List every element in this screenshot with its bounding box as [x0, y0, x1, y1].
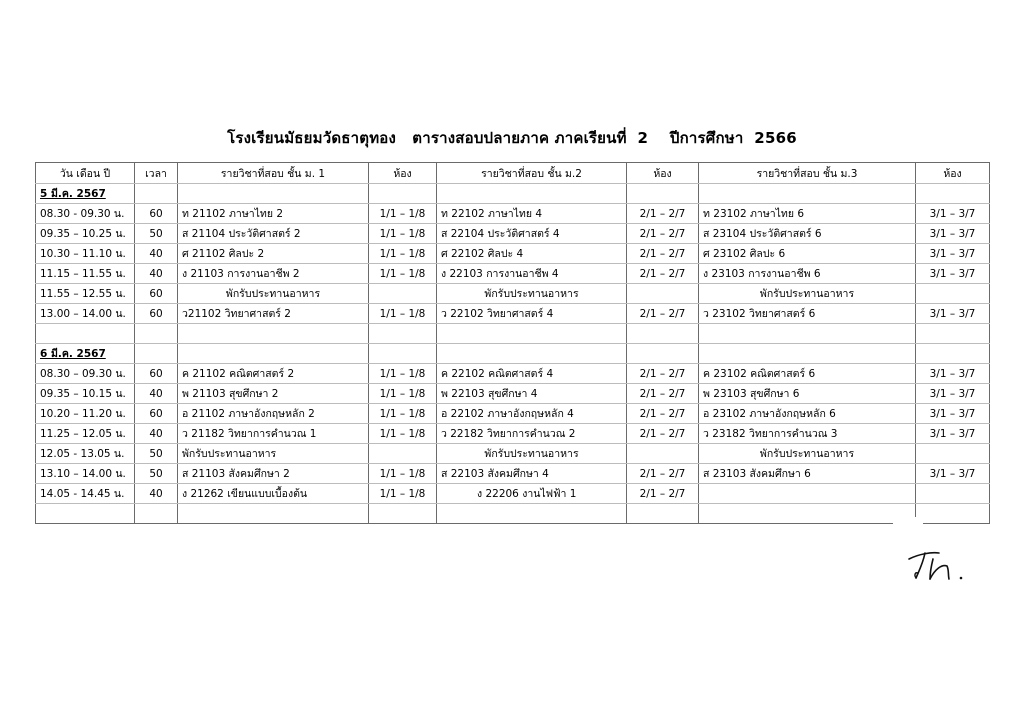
minutes-cell: 50 [135, 464, 178, 484]
minutes-cell: 60 [135, 284, 178, 304]
m2-subject: ส 22103 สังคมศึกษา 4 [437, 464, 627, 484]
room1-cell: 1/1 – 1/8 [369, 304, 437, 324]
room1-cell: 1/1 – 1/8 [369, 204, 437, 224]
header-room3: ห้อง [916, 163, 990, 184]
minutes-cell: 60 [135, 364, 178, 384]
lunch-label-m3: พักรับประทานอาหาร [699, 444, 916, 464]
room2-cell: 2/1 – 2/7 [627, 264, 699, 284]
m3-subject: ท 23102 ภาษาไทย 6 [699, 204, 916, 224]
table-row [36, 464, 990, 484]
room2-cell: 2/1 – 2/7 [627, 384, 699, 404]
room1-cell: 1/1 – 1/8 [369, 224, 437, 244]
minutes-cell: 60 [135, 204, 178, 224]
m3-subject: ว 23182 วิทยาการคำนวณ 3 [699, 424, 916, 444]
room3-cell: 3/1 – 3/7 [916, 424, 990, 444]
m2-subject: พ 22103 สุขศึกษา 4 [437, 384, 627, 404]
room3-cell: 3/1 – 3/7 [916, 364, 990, 384]
m1-subject: ง 21262 เขียนแบบเบื้องต้น [178, 484, 369, 504]
header-row [36, 163, 990, 184]
room2-cell: 2/1 – 2/7 [627, 364, 699, 384]
room1-cell: 1/1 – 1/8 [369, 364, 437, 384]
minutes-cell: 50 [135, 224, 178, 244]
room2-cell: 2/1 – 2/7 [627, 404, 699, 424]
header-m1: รายวิชาที่สอบ ชั้น ม. 1 [178, 163, 369, 184]
room3-cell: 3/1 – 3/7 [916, 264, 990, 284]
room2-cell: 2/1 – 2/7 [627, 424, 699, 444]
lunch-row [36, 284, 990, 304]
room2-cell: 2/1 – 2/7 [627, 244, 699, 264]
minutes-cell: 60 [135, 404, 178, 424]
time-cell: 09.35 – 10.15 น. [36, 384, 135, 404]
time-cell: 13.00 – 14.00 น. [36, 304, 135, 324]
m1-subject: อ 21102 ภาษาอังกฤษหลัก 2 [178, 404, 369, 424]
day-row [36, 184, 990, 204]
m1-subject: ว21102 วิทยาศาสตร์ 2 [178, 304, 369, 324]
room1-cell: 1/1 – 1/8 [369, 244, 437, 264]
header-room1: ห้อง [369, 163, 437, 184]
m2-subject: ว 22102 วิทยาศาสตร์ 4 [437, 304, 627, 324]
time-cell: 11.15 – 11.55 น. [36, 264, 135, 284]
m1-subject: ค 21102 คณิตศาสตร์ 2 [178, 364, 369, 384]
time-cell: 08.30 - 09.30 น. [36, 204, 135, 224]
minutes-cell: 40 [135, 244, 178, 264]
room1-cell: 1/1 – 1/8 [369, 484, 437, 504]
empty-row [36, 504, 990, 524]
room3-cell: 3/1 – 3/7 [916, 464, 990, 484]
minutes-cell: 40 [135, 384, 178, 404]
room2-cell: 2/1 – 2/7 [627, 224, 699, 244]
signature [905, 545, 975, 585]
table-row [36, 304, 990, 324]
m2-subject: ง 22103 การงานอาชีพ 4 [437, 264, 627, 284]
header-m3: รายวิชาที่สอบ ชั้น ม.3 [699, 163, 916, 184]
m1-subject: ง 21103 การงานอาชีพ 2 [178, 264, 369, 284]
room1-cell: 1/1 – 1/8 [369, 264, 437, 284]
room3-cell: 3/1 – 3/7 [916, 244, 990, 264]
m1-subject: ศ 21102 ศิลปะ 2 [178, 244, 369, 264]
minutes-cell: 60 [135, 304, 178, 324]
m2-subject: ส 22104 ประวัติศาสตร์ 4 [437, 224, 627, 244]
lunch-label-m2: พักรับประทานอาหาร [437, 284, 627, 304]
lunch-label-m2: พักรับประทานอาหาร [437, 444, 627, 464]
minutes-cell: 50 [135, 444, 178, 464]
page-title: โรงเรียนมัธยมวัดธาตุทอง ตารางสอบปลายภาค ภาคเรียนที่ 2 ปีการศึกษา 2566 [227, 129, 797, 147]
m3-subject: พ 23103 สุขศึกษา 6 [699, 384, 916, 404]
m1-subject: ว 21182 วิทยาการคำนวณ 1 [178, 424, 369, 444]
day-date: 6 มี.ค. 2567 [36, 344, 135, 364]
m2-subject: ศ 22102 ศิลปะ 4 [437, 244, 627, 264]
lunch-label-m1: พักรับประทานอาหาร [178, 284, 369, 304]
table-row [36, 384, 990, 404]
time-cell: 11.55 – 12.55 น. [36, 284, 135, 304]
time-cell: 14.05 - 14.45 น. [36, 484, 135, 504]
table-row [36, 264, 990, 284]
lunch-label-m3: พักรับประทานอาหาร [699, 284, 916, 304]
time-cell: 09.35 – 10.25 น. [36, 224, 135, 244]
m1-subject: พ 21103 สุขศึกษา 2 [178, 384, 369, 404]
room3-cell: 3/1 – 3/7 [916, 384, 990, 404]
correction-mark [893, 517, 923, 525]
time-cell: 12.05 - 13.05 น. [36, 444, 135, 464]
m2-subject: ว 22182 วิทยาการคำนวณ 2 [437, 424, 627, 444]
lunch-row [36, 444, 990, 464]
room3-cell: 3/1 – 3/7 [916, 404, 990, 424]
table-row [36, 364, 990, 384]
room2-cell: 2/1 – 2/7 [627, 204, 699, 224]
m3-subject: ว 23102 วิทยาศาสตร์ 6 [699, 304, 916, 324]
m3-subject: ง 23103 การงานอาชีพ 6 [699, 264, 916, 284]
m2-subject: ง 22206 งานไฟฟ้า 1 [437, 484, 627, 504]
room1-cell: 1/1 – 1/8 [369, 404, 437, 424]
table-row [36, 404, 990, 424]
m3-subject: ส 23103 สังคมศึกษา 6 [699, 464, 916, 484]
time-cell: 13.10 – 14.00 น. [36, 464, 135, 484]
m2-subject: ท 22102 ภาษาไทย 4 [437, 204, 627, 224]
header-room2: ห้อง [627, 163, 699, 184]
table-row [36, 484, 990, 504]
minutes-cell: 40 [135, 264, 178, 284]
room2-cell: 2/1 – 2/7 [627, 464, 699, 484]
lunch-label-m1: พักรับประทานอาหาร [178, 444, 369, 464]
time-cell: 11.25 – 12.05 น. [36, 424, 135, 444]
day-date: 5 มี.ค. 2567 [36, 184, 135, 204]
room2-cell: 2/1 – 2/7 [627, 484, 699, 504]
minutes-cell: 40 [135, 424, 178, 444]
exam-schedule-table [35, 162, 990, 524]
m2-subject: อ 22102 ภาษาอังกฤษหลัก 4 [437, 404, 627, 424]
room1-cell: 1/1 – 1/8 [369, 384, 437, 404]
m1-subject: ท 21102 ภาษาไทย 2 [178, 204, 369, 224]
time-cell: 08.30 – 09.30 น. [36, 364, 135, 384]
m3-subject: ศ 23102 ศิลปะ 6 [699, 244, 916, 264]
time-cell: 10.20 – 11.20 น. [36, 404, 135, 424]
m3-subject: ค 23102 คณิตศาสตร์ 6 [699, 364, 916, 384]
room2-cell: 2/1 – 2/7 [627, 304, 699, 324]
minutes-cell: 40 [135, 484, 178, 504]
header-m2: รายวิชาที่สอบ ชั้น ม.2 [437, 163, 627, 184]
room3-cell: 3/1 – 3/7 [916, 224, 990, 244]
m1-subject: ส 21104 ประวัติศาสตร์ 2 [178, 224, 369, 244]
table-row [36, 244, 990, 264]
table-row [36, 424, 990, 444]
table-row [36, 204, 990, 224]
empty-row [36, 324, 990, 344]
room1-cell: 1/1 – 1/8 [369, 464, 437, 484]
m1-subject: ส 21103 สังคมศึกษา 2 [178, 464, 369, 484]
m3-subject: ส 23104 ประวัติศาสตร์ 6 [699, 224, 916, 244]
room1-cell: 1/1 – 1/8 [369, 424, 437, 444]
header-date: วัน เดือน ปี [36, 163, 135, 184]
time-cell: 10.30 – 11.10 น. [36, 244, 135, 264]
day-row [36, 344, 990, 364]
room3-cell: 3/1 – 3/7 [916, 204, 990, 224]
m3-subject: อ 23102 ภาษาอังกฤษหลัก 6 [699, 404, 916, 424]
m2-subject: ค 22102 คณิตศาสตร์ 4 [437, 364, 627, 384]
header-time: เวลา [135, 163, 178, 184]
table-row [36, 224, 990, 244]
room3-cell: 3/1 – 3/7 [916, 304, 990, 324]
